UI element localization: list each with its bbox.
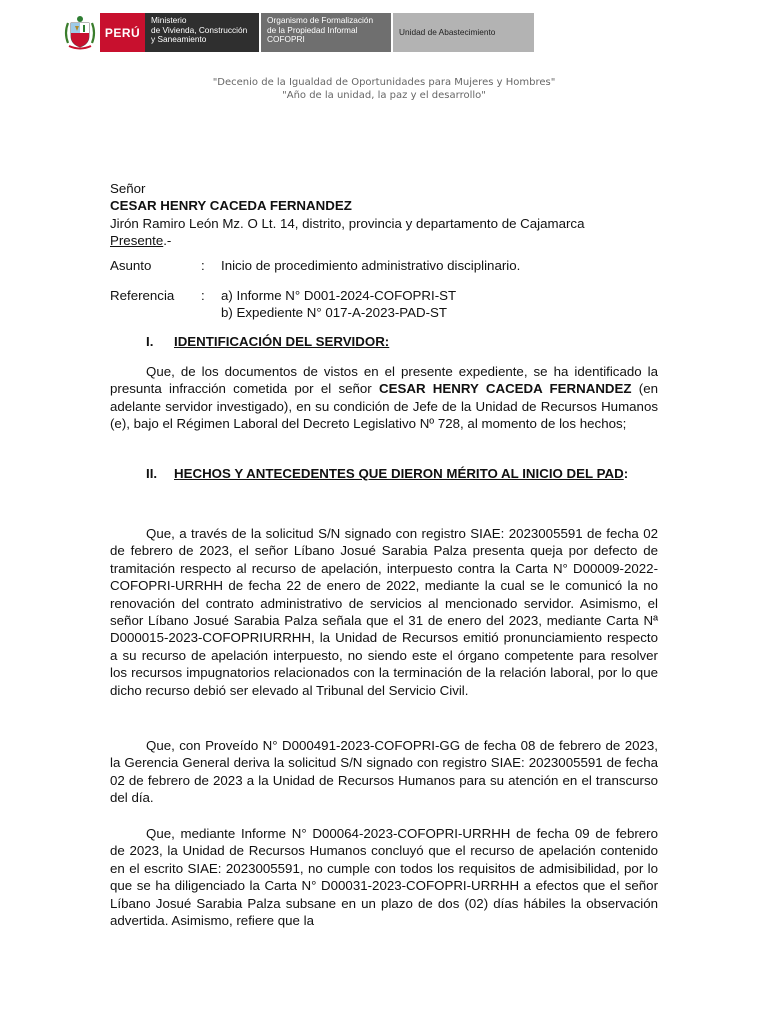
subject-colon: : (201, 258, 205, 273)
organism-line-2: de la Propiedad Informal (267, 24, 358, 35)
decenio-line-1: "Decenio de la Igualdad de Oportunidades para Mujeres y Hombres" (212, 77, 556, 88)
decenio-line-2: "Año de la unidad, la paz y el desarrollo" (282, 90, 486, 101)
letterhead (60, 13, 534, 52)
section-2-heading (146, 465, 658, 482)
presente-text: Presente (110, 233, 164, 249)
section-2-title-colon: : (623, 466, 629, 481)
section-1-title: IDENTIFICACIÓN DEL SERVIDOR: (174, 334, 390, 349)
addressee-block (110, 180, 658, 250)
unit-text: Unidad de Abastecimiento (399, 26, 496, 37)
organism-label (261, 13, 391, 52)
presente-suffix: .- (163, 233, 172, 249)
section-1-paragraph (110, 363, 658, 433)
ministry-line-2: de Vivienda, Construcción (151, 24, 248, 35)
section-2-number: II. (146, 466, 158, 481)
subject-label: Asunto (110, 258, 152, 273)
salutation: Señor (110, 181, 146, 196)
organism-line-3: COFOPRI (267, 34, 305, 44)
ministry-line-3: y Saneamiento (151, 34, 207, 44)
section-1-number: I. (146, 334, 154, 349)
subject-text: Inicio de procedimiento administrativo disciplinario. (221, 258, 521, 273)
subject-line (110, 257, 658, 274)
section-1-text-start: Que, de los documentos de vistos en el presente expediente, se ha identificado la presunta infracción cometida por el señor (110, 364, 658, 397)
decenio-text (0, 76, 768, 102)
section-2-paragraph-3: Que, mediante Informe N° D00064-2023-COFOPRI-URRHH de fecha 09 de febrero de 2023, la Unidad de Recursos Humanos concluyó que el recurso de apelación contenido en el escrito SIAE: 2023005591, no cumple con todos los requisitos de admisibilidad, por lo que se ha diligenciado la Carta N° D00031-2023-COFOPRI-URRHH a efectos que el señor Líbano Josué Sarabia Palza subsane en un plazo de dos (02) días hábiles la observación advertida. Asimismo, refiere que la (110, 826, 658, 929)
reference-label: Referencia (110, 288, 175, 303)
ministry-line-1: Ministerio (151, 15, 187, 25)
country-label: PERÚ (100, 13, 145, 52)
addressee-address: Jirón Ramiro León Mz. O Lt. 14, distrito, provincia y departamento de Cajamarca (110, 215, 585, 231)
ministry-label (145, 13, 259, 52)
reference-a: a) Informe N° D001-2024-COFOPRI-ST (221, 288, 457, 303)
section-1-text-end: (en adelante servidor investigado), en su condición de Jefe de la Unidad de Recursos Humanos (e), bajo el Régimen Laboral del Decreto Legislativo Nº 728, al momento de los hechos; (110, 381, 659, 432)
peru-coat-of-arms-icon (60, 13, 100, 52)
section-2-paragraph-1: Que, a través de la solicitud S/N signado con registro SIAE: 2023005591 de fecha 02 de febrero de 2023, el señor Líbano Josué Sarabia Palza presenta queja por defecto de tramitación respecto al recurso de apelación, interpuesto contra la Carta N° D00009-2022-COFOPRI-URRHH de fecha 22 de enero de 2022, mediante la cual se le comunicó la no renovación del contrato administrativo de servicios al mencionado servidor. Asimismo, el señor Líbano Josué Sarabia Palza señala que el 31 de enero del 2023, mediante Carta Nª D000015-2023-COFOPRIURRHH, la Unidad de Recursos emitió pronunciamiento respecto a su recurso de apelación interpuesto, no siendo este el órgano competente para resolver los recursos impugnatorios relacionados con la terminación de la relación laboral, por lo que dicho recurso debió ser elevado al Tribunal del Servicio Civil. (110, 526, 658, 698)
addressee-name: CESAR HENRY CACEDA FERNANDEZ (110, 198, 352, 214)
reference-colon: : (201, 288, 205, 303)
section-1-text-bold: CESAR HENRY CACEDA FERNANDEZ (379, 381, 632, 397)
reference-block (110, 287, 658, 322)
presente-line (110, 232, 658, 249)
section-2-paragraph-2: Que, con Proveído N° D000491-2023-COFOPRI-GG de fecha 08 de febrero de 2023, la Gerencia General deriva la solicitud S/N signado con registro SIAE: 2023005591 de fecha 02 de febrero de 2023 a la Unidad de Recursos Humanos para su atención en el transcurso del día. (110, 738, 658, 806)
section-1-heading (146, 333, 658, 350)
unit-label (393, 13, 534, 52)
section-2-title: HECHOS Y ANTECEDENTES QUE DIERON MÉRITO AL INICIO DEL PAD (174, 466, 624, 481)
organism-line-1: Organismo de Formalización (267, 15, 374, 25)
reference-b: b) Expediente N° 017-A-2023-PAD-ST (221, 305, 448, 321)
